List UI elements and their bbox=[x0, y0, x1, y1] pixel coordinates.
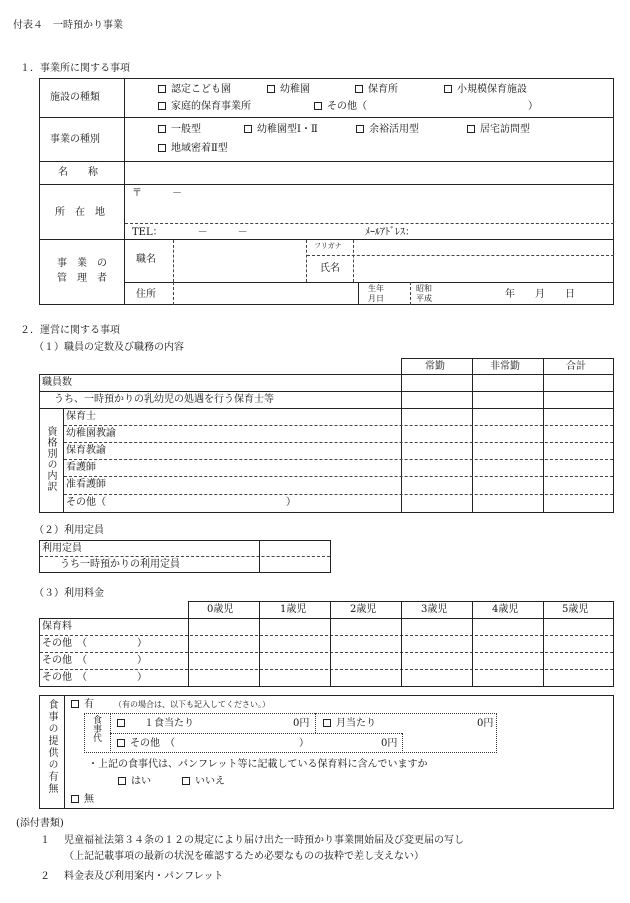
row-temporary-staff: うち、一時預かりの乳幼児の処遇を行う保育士等 bbox=[54, 394, 274, 405]
attachment-2-number: ２ bbox=[40, 871, 50, 882]
checkbox-icon bbox=[117, 719, 125, 727]
manager-label-line2: 管 理 者 bbox=[57, 273, 107, 284]
business-option-general[interactable]: 一般型 bbox=[158, 124, 201, 136]
section1-heading: １．事業所に関する事項 bbox=[20, 63, 130, 74]
fee-col: 2歳児 bbox=[350, 604, 377, 615]
col-fulltime: 常勤 bbox=[425, 361, 445, 372]
capacity-heading: （２）利用定員 bbox=[34, 525, 104, 536]
fee-row: 保育料 bbox=[42, 621, 72, 632]
fee-row: その他 （ ） bbox=[42, 672, 147, 683]
meal-other-option[interactable]: その他 （ bbox=[117, 738, 175, 750]
checkbox-icon bbox=[244, 125, 252, 133]
business-option-home-visit[interactable]: 居宅訪問型 bbox=[467, 124, 530, 136]
tel-field[interactable]: TEL： － － bbox=[132, 227, 248, 238]
checkbox-icon bbox=[356, 125, 364, 133]
checkbox-icon bbox=[314, 102, 322, 110]
facility-option-other[interactable]: その他（ bbox=[314, 101, 367, 113]
attachment-1: 児童福祉法第３４条の１２の規定により届け出た一時預かり事業開始届及び変更届の写し bbox=[64, 835, 464, 846]
fee-col: 0歳児 bbox=[207, 604, 234, 615]
fee-col: 4歳児 bbox=[492, 604, 519, 615]
attachment-1-note: （上記記載事項の最新の状況を確認するため必要なものの抜粋で差し支えない） bbox=[64, 851, 424, 862]
birth-label-1: 生年 bbox=[368, 284, 384, 293]
qual-row: 幼稚園教諭 bbox=[66, 428, 116, 439]
meal-cost-label: 食事代 bbox=[91, 715, 101, 742]
col-parttime: 非常勤 bbox=[490, 361, 520, 372]
page-title: 付表４ 一時預かり事業 bbox=[13, 20, 123, 31]
manager-title-label: 職名 bbox=[136, 254, 156, 265]
col-total: 合計 bbox=[566, 361, 586, 372]
section2-heading: ２．運営に関する事項 bbox=[20, 325, 120, 336]
meal-other-yen[interactable]: 0円 bbox=[381, 738, 398, 749]
facility-option-nursery[interactable]: 保育所 bbox=[355, 84, 398, 96]
business-option-kindergarten-type[interactable]: 幼稚園型Ⅰ・Ⅱ bbox=[244, 124, 318, 136]
address-label: 所 在 地 bbox=[55, 207, 105, 218]
facility-name-field[interactable] bbox=[127, 163, 612, 182]
meal-no-option[interactable]: 無 bbox=[71, 794, 94, 806]
facility-option-small-nursery[interactable]: 小規模保育施設 bbox=[444, 84, 527, 96]
fee-col: 1歳児 bbox=[280, 604, 307, 615]
manager-address-label: 住所 bbox=[136, 289, 156, 300]
checkbox-icon bbox=[467, 125, 475, 133]
checkbox-icon bbox=[158, 85, 166, 93]
checkbox-icon bbox=[267, 85, 275, 93]
checkbox-icon bbox=[323, 719, 331, 727]
birth-label-2: 月日 bbox=[368, 294, 384, 303]
facility-option-kindergarten[interactable]: 幼稚園 bbox=[267, 84, 310, 96]
meal-answer-no[interactable]: いいえ bbox=[182, 776, 225, 788]
meal-yes-note: （有の場合は、以下も記入してください。） bbox=[114, 700, 270, 709]
fee-row: その他 （ ） bbox=[42, 638, 147, 649]
attachment-1-number: １ bbox=[40, 835, 50, 846]
checkbox-icon bbox=[158, 144, 166, 152]
meal-yes-option[interactable]: 有 bbox=[71, 699, 94, 711]
fee-col: 5歳児 bbox=[562, 604, 589, 615]
email-field[interactable]: ﾒｰﾙｱﾄﾞﾚｽ： bbox=[365, 227, 415, 238]
capacity-row-temporary: うち一時預かりの利用定員 bbox=[60, 559, 180, 570]
qual-row: 保育教諭 bbox=[66, 445, 106, 456]
meal-question: ・上記の食事代は、パンフレット等に記載している保育料に含んでいますか bbox=[88, 759, 428, 770]
checkbox-icon bbox=[71, 795, 79, 803]
checkbox-icon bbox=[118, 777, 126, 785]
postal-code[interactable]: 〒 － bbox=[132, 188, 182, 199]
attachments-heading: (添付書類) bbox=[16, 818, 64, 829]
furigana-label: フリガナ bbox=[314, 242, 342, 250]
qual-row: 准看護師 bbox=[66, 479, 106, 490]
checkbox-icon bbox=[158, 125, 166, 133]
era-heisei: 平成 bbox=[416, 294, 432, 303]
fee-col: 3歳児 bbox=[421, 604, 448, 615]
manager-name-label: 氏名 bbox=[320, 263, 340, 274]
attachment-2: 料金表及び利用案内・パンフレット bbox=[64, 871, 224, 882]
meal-per-month-yen[interactable]: 0円 bbox=[477, 718, 494, 729]
meal-other-close: ） bbox=[299, 738, 309, 749]
meal-answer-yes[interactable]: はい bbox=[118, 776, 151, 788]
checkbox-icon bbox=[444, 85, 452, 93]
birth-ymd: 年 月 日 bbox=[505, 289, 575, 300]
meal-per-month-option[interactable]: 月当たり bbox=[323, 718, 376, 730]
era-showa: 昭和 bbox=[416, 284, 432, 293]
qual-row: 保育士 bbox=[66, 411, 96, 422]
business-type-label: 事業の種別 bbox=[50, 134, 100, 145]
qual-row: その他（ ） bbox=[66, 497, 296, 508]
checkbox-icon bbox=[182, 777, 190, 785]
meal-per-meal-yen[interactable]: 0円 bbox=[293, 718, 310, 729]
meal-side-label: 食事の提供の有無 bbox=[46, 699, 57, 795]
facility-option-kodomoen[interactable]: 認定こども園 bbox=[158, 84, 231, 96]
facility-name-label: 名 称 bbox=[58, 167, 98, 178]
checkbox-icon bbox=[117, 739, 125, 747]
checkbox-icon bbox=[71, 700, 79, 708]
staff-heading: （１）職員の定数及び職務の内容 bbox=[34, 342, 184, 353]
fees-heading: （３）利用料金 bbox=[34, 588, 104, 599]
row-staff-count: 職員数 bbox=[42, 377, 72, 388]
facility-option-home-care[interactable]: 家庭的保育事業所 bbox=[158, 101, 251, 113]
checkbox-icon bbox=[355, 85, 363, 93]
staff-table bbox=[39, 358, 614, 513]
qualification-label: 資格別の内訳 bbox=[45, 426, 56, 492]
facility-other-close: ） bbox=[528, 101, 538, 112]
business-option-community[interactable]: 地域密着Ⅱ型 bbox=[158, 143, 228, 155]
fee-row: その他 （ ） bbox=[42, 655, 147, 666]
manager-label-line1: 事 業 の bbox=[57, 258, 107, 269]
checkbox-icon bbox=[158, 102, 166, 110]
facility-type-label: 施設の種類 bbox=[50, 92, 100, 103]
qual-row: 看護師 bbox=[66, 462, 96, 473]
business-option-surplus[interactable]: 余裕活用型 bbox=[356, 124, 419, 136]
capacity-row: 利用定員 bbox=[42, 543, 82, 554]
meal-per-meal-option[interactable]: １食当たり bbox=[117, 718, 194, 730]
